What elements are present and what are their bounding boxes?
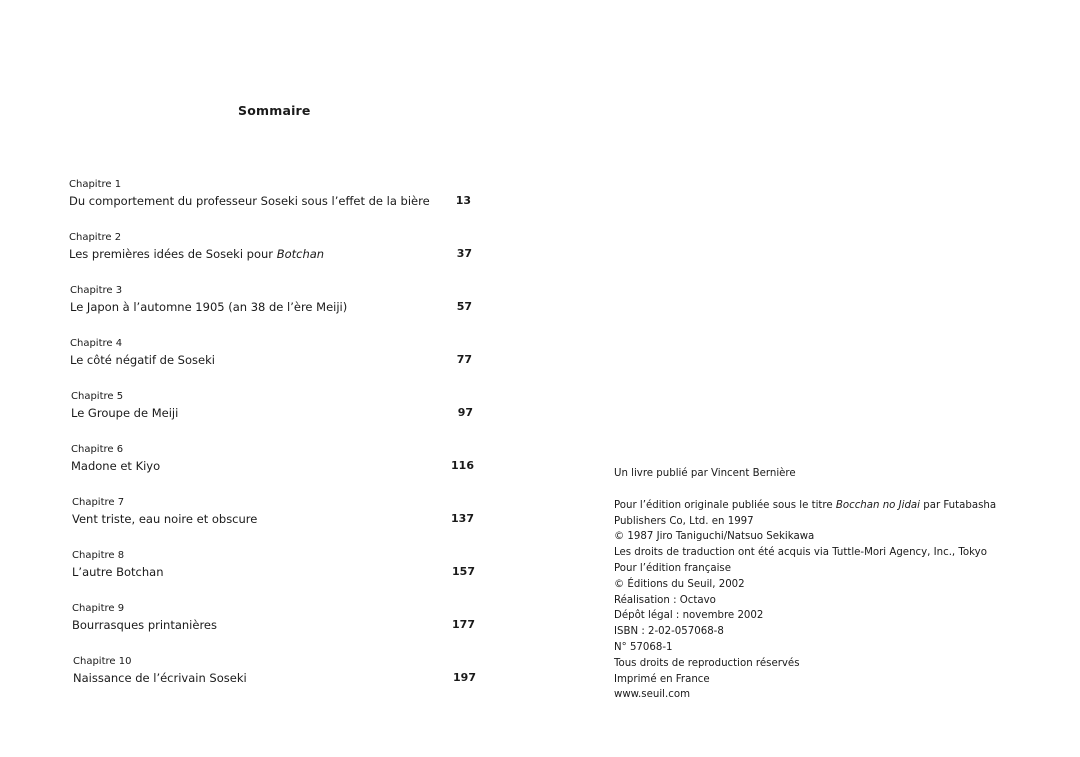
translation-rights-line: Les droits de traduction ont été acquis via Tuttle-Mori Agency, Inc., Tokyo xyxy=(614,547,987,559)
website-link: www.seuil.com xyxy=(614,689,690,701)
toc-entry-5 xyxy=(71,391,473,425)
colophon xyxy=(614,466,1034,703)
page-title: Sommaire xyxy=(238,103,311,118)
chapter-label: Chapitre 3 xyxy=(70,285,123,296)
toc-entry-2 xyxy=(69,232,472,266)
rights-reserved-line: Tous droits de reproduction réservés xyxy=(614,657,800,669)
original-publisher: par Futabasha xyxy=(920,499,997,511)
chapter-title: Du comportement du professeur Soseki sous l’effet de la bière xyxy=(69,194,430,208)
chapter-title-text: Les premières idées de Soseki pour xyxy=(69,247,277,261)
copyright-line: © 1987 Jiro Taniguchi/Natsuo Sekikawa xyxy=(614,531,815,543)
publisher-copyright-line: © Éditions du Seuil, 2002 xyxy=(614,578,745,590)
toc-entry-7 xyxy=(72,497,474,531)
chapter-page-number: 57 xyxy=(456,300,472,313)
chapter-page-number: 157 xyxy=(452,565,475,578)
chapter-page-number: 137 xyxy=(451,512,474,525)
chapter-page-number: 77 xyxy=(456,353,472,366)
original-edition-text: Pour l’édition originale publiée sous le titre xyxy=(614,499,836,511)
isbn-line: ISBN : 2-02-057068-8 xyxy=(614,626,724,638)
toc-entry-6 xyxy=(71,444,474,478)
chapter-label: Chapitre 5 xyxy=(71,391,124,402)
chapter-title: L’autre Botchan xyxy=(72,565,164,579)
chapter-title: Naissance de l’écrivain Soseki xyxy=(73,671,247,685)
chapter-label: Chapitre 8 xyxy=(72,550,125,561)
chapter-title: Le Groupe de Meiji xyxy=(71,406,179,420)
chapter-label: Chapitre 9 xyxy=(72,603,125,614)
edition-number-line: N° 57068-1 xyxy=(614,641,673,653)
chapter-title: Madone et Kiyo xyxy=(71,459,161,473)
chapter-page-number: 197 xyxy=(453,671,476,684)
publisher-credit: Un livre publié par Vincent Bernière xyxy=(614,468,796,479)
printed-in-line: Imprimé en France xyxy=(614,673,710,685)
production-line: Réalisation : Octavo xyxy=(614,594,716,606)
chapter-label: Chapitre 10 xyxy=(73,656,132,667)
original-title: Bocchan no Jidai xyxy=(835,499,920,511)
toc-entry-9 xyxy=(72,603,475,637)
chapter-page-number: 37 xyxy=(456,247,472,260)
toc-entry-10 xyxy=(73,656,476,690)
chapter-page-number: 97 xyxy=(457,406,473,419)
chapter-title: Le côté négatif de Soseki xyxy=(70,353,215,367)
legal-deposit-line: Dépôt légal : novembre 2002 xyxy=(614,610,764,622)
french-edition-line: Pour l’édition française xyxy=(614,562,732,574)
toc-entry-1 xyxy=(69,179,471,213)
chapter-title xyxy=(69,247,324,261)
chapter-title: Vent triste, eau noire et obscure xyxy=(72,512,258,526)
chapter-page-number: 116 xyxy=(451,459,474,472)
chapter-label: Chapitre 4 xyxy=(70,338,123,349)
original-edition-line xyxy=(614,498,1034,514)
toc-entry-4 xyxy=(70,338,472,372)
toc-entry-3 xyxy=(70,285,472,319)
toc-entry-8 xyxy=(72,550,475,584)
chapter-title: Bourrasques printanières xyxy=(72,618,217,632)
chapter-label: Chapitre 6 xyxy=(71,444,124,455)
chapter-label: Chapitre 2 xyxy=(69,232,122,243)
chapter-label: Chapitre 7 xyxy=(72,497,125,508)
original-edition-line-2: Publishers Co, Ltd. en 1997 xyxy=(614,515,754,527)
chapter-title-italic: Botchan xyxy=(276,247,325,261)
chapter-page-number: 13 xyxy=(455,194,471,207)
chapter-title: Le Japon à l’automne 1905 (an 38 de l’ère Meiji) xyxy=(70,300,348,314)
chapter-page-number: 177 xyxy=(452,618,475,631)
chapter-label: Chapitre 1 xyxy=(69,179,122,190)
